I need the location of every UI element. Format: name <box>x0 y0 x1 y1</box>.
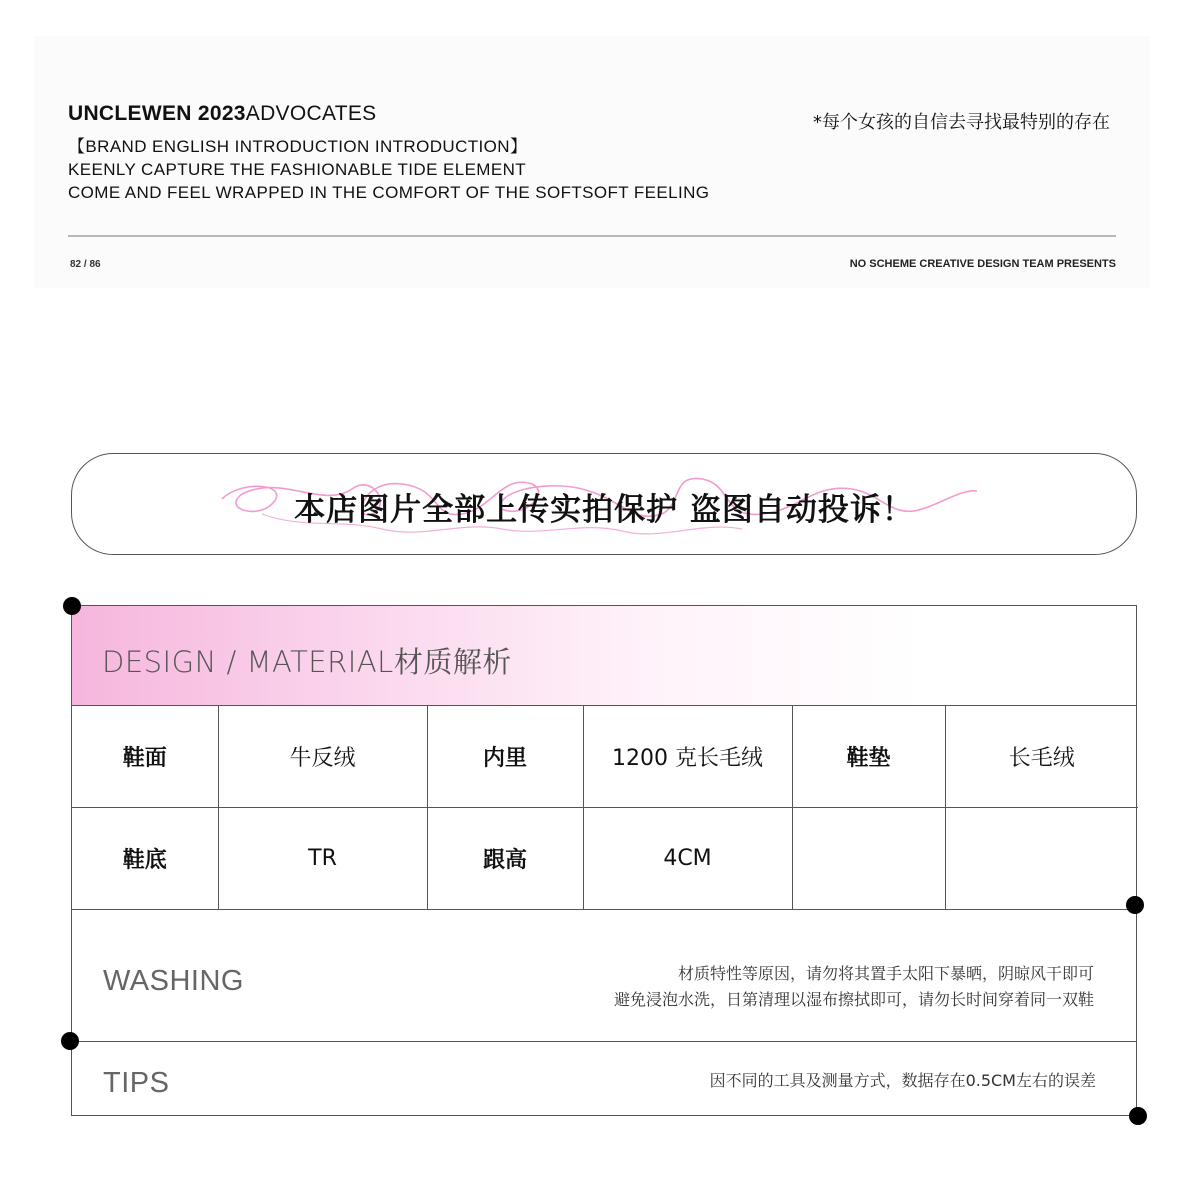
empty-cell <box>945 808 1138 910</box>
brand-title <box>68 102 376 126</box>
heel-height-label: 跟高 <box>427 808 583 910</box>
spec-title: DESIGN / MATERIAL材质解析 <box>102 645 512 679</box>
intro-line: COME AND FEEL WRAPPED IN THE COMFORT OF THE SOFTSOFT FEELING <box>68 183 710 202</box>
slogan: *每个女孩的自信去寻找最特别的存在 <box>813 112 1110 133</box>
upper-value: 牛反绒 <box>218 706 427 808</box>
intro-line: 【BRAND ENGLISH INTRODUCTION INTRODUCTION】 <box>68 137 528 156</box>
material-spec-table <box>71 605 1137 1116</box>
corner-dot <box>61 1032 79 1050</box>
insole-value: 长毛绒 <box>945 706 1138 808</box>
table-row <box>72 808 1138 910</box>
corner-dot <box>63 597 81 615</box>
corner-dot <box>1126 896 1144 914</box>
presents-credit: NO SCHEME CREATIVE DESIGN TEAM PRESENTS <box>849 258 1116 270</box>
table-row <box>72 706 1138 808</box>
washing-instructions <box>614 961 1094 1013</box>
washing-line: 避免浸泡水洗，日第清理以湿布擦拭即可，请勿长时间穿着同一双鞋 <box>613 990 1094 1009</box>
heel-height-value: 4CM <box>583 808 792 910</box>
sole-value: TR <box>218 808 427 910</box>
tips-text: 因不同的工具及测量方式，数据存在0.5CM左右的误差 <box>709 1071 1096 1090</box>
material-grid <box>72 706 1138 910</box>
sole-label: 鞋底 <box>72 808 218 910</box>
brand-introduction <box>68 135 709 204</box>
washing-line: 材质特性等原因，请勿将其置手太阳下暴晒，阴晾风干即可 <box>677 964 1094 983</box>
lining-value: 1200 克长毛绒 <box>583 706 792 808</box>
washing-section <box>72 909 1136 1042</box>
tips-section <box>72 1042 1136 1117</box>
tips-title: TIPS <box>103 1067 170 1099</box>
upper-label: 鞋面 <box>72 706 218 808</box>
spec-header <box>72 606 1136 706</box>
intro-line: KEENLY CAPTURE THE FASHIONABLE TIDE ELEMENT <box>68 160 527 179</box>
brand-subtitle: ADVOCATES <box>245 102 377 125</box>
washing-title: WASHING <box>103 965 244 997</box>
page-number: 82 / 86 <box>70 259 101 270</box>
insole-label: 鞋垫 <box>792 706 945 808</box>
notice-text: 本店图片全部上传实拍保护 盗图自动投诉！ <box>294 492 914 528</box>
divider <box>68 235 1116 237</box>
lining-label: 内里 <box>427 706 583 808</box>
copyright-notice-banner <box>71 453 1137 555</box>
empty-cell <box>792 808 945 910</box>
brand-name: UNCLEWEN 2023 <box>68 102 246 125</box>
corner-dot <box>1129 1107 1147 1125</box>
